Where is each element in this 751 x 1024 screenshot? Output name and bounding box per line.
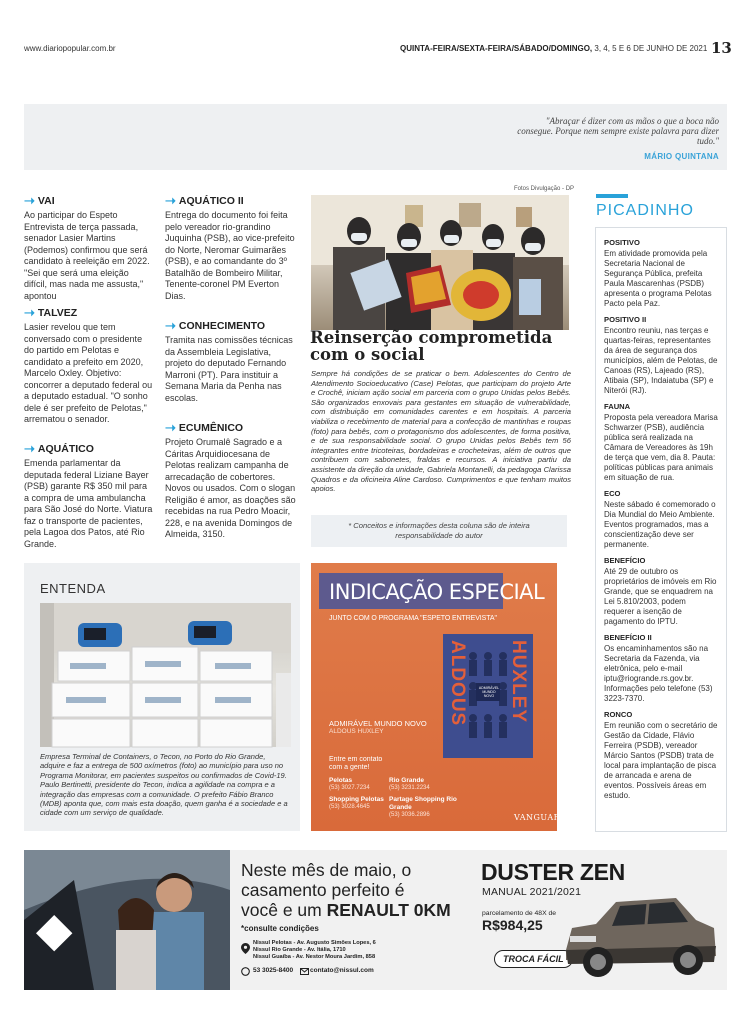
- troca-facil-badge: TROCA FÁCIL: [494, 950, 573, 968]
- edition-date: QUINTA-FEIRA/SEXTA-FEIRA/SÁBADO/DOMINGO, 3, 4, 5 E 6 DE JUNHO DE 2021: [400, 44, 708, 53]
- book-cover: [443, 634, 533, 758]
- picadinho-item-text: Em reunião com o secretário de Gestão da Cidade, Flávio Ferreira (PSDB), vereador Márcio Santos (PSDB) trata de local para implantação de pisca de arrancada e arena de eventos. Possíveis áreas em estudo.: [604, 721, 718, 800]
- picadinho-accent-bar: [596, 194, 628, 198]
- note-conhecimento: ➝ CONHECIMENTO Tramita nas comissões técnicas da Assembleia Legislativa, projeto do deputado Fernando Marroni (PT). Para instituir a Semana Maria da Penha nas escolas.: [165, 318, 293, 403]
- store-phone: (53) 3036.2896: [389, 812, 430, 818]
- book-cover-author-first: ALDOUS: [447, 640, 468, 727]
- note-talvez: ➝ TALVEZ Lasier revelou que tem conversado com o presidente do partido em Pelotas e candidato a prefeito em 2020, Marcelo Oxley. Objetivo: concorrer a deputado federal ou a deputado estadual. "O sonho dele é ser prefeito de Pelotas," arrematou o senador.: [24, 305, 153, 424]
- picadinho-item-title: ECO: [604, 489, 621, 498]
- store-phone: (53) 3027.7234: [329, 785, 370, 791]
- note-vai: ➝ VAI Ao participar do Espeto Entrevista de terça passada, senador Lasier Martins (Podemos) confirmou que será candidato à reeleição em 2022. "Sei que será uma eleição difícil, mas nada me assusta," apontou: [24, 193, 150, 301]
- store-city: Shopping Pelotas: [329, 796, 384, 803]
- indicacao-subtitle: JUNTO COM O PROGRAMA "ESPETO ENTREVISTA": [329, 615, 497, 622]
- feature-photo: [311, 195, 569, 330]
- picadinho-item-title: POSITIVO II: [604, 315, 647, 324]
- ad-headline: Neste mês de maio, o casamento perfeito é você e um RENAULT 0KM: [241, 860, 451, 920]
- book-recommendation-box: [311, 563, 574, 831]
- picadinho-item-text: Até 29 de outubro os proprietários de imóveis em Rio Grande, que se enquadrem na Lei 5.810/2003, podem requerer a isenção de pagamento do IPTU.: [604, 567, 717, 626]
- contact-heading: Entre em contato com a gente!: [329, 756, 383, 771]
- dealer-addresses: Nissul Pelotas - Av. Augusto Simões Lopes, 6 Nissul Rio Grande - Av. Itália, 1710 Nissul Guaíba - Av. Nestor Moura Jardim, 858: [253, 940, 376, 960]
- photo-credit: Fotos Divulgação - DP: [514, 186, 575, 192]
- store-city: Rio Grande: [389, 777, 425, 784]
- picadinho-item-title: RONCO: [604, 710, 633, 719]
- email-icon: [300, 968, 309, 975]
- arrow-icon: ➝: [24, 305, 35, 320]
- picadinho-item-title: BENEFÍCIO: [604, 556, 646, 565]
- feature-story: Sempre há condições de se praticar o bem. Adolescentes do Centro de Atendimento Socioeducativo (Case) Pelotas, que participam do projeto Arte e Crochê, iniciam ação social em parceria com o grupo Unidas pelos Bebês. São organizados enxovais para gestantes em situação de vulnerabilidade, com distribuição em comunidades carentes e em hospitais. A parceria viabiliza o recebimento de material para a confecção de mantinhas e roupas (foto) para bebês, com o protagonismo dos adolescentes, de forma positiva, e de sua responsabilidade social. O grupo Unidas pelos Bebês tem 56 integrantes entre tricoteiras, bordadeiras e crocheteiras, além de outros que contribuem com sabonetes, fraldas e recursos. A iniciativa partiu da assistente da direção da unidade, Gabriela Montanelli, da pedagoga Clarissa Quadros e da oficineira Aline Cardoso. Cumprimentos e que tenham muitos apoios.: [311, 369, 571, 494]
- duster-car-image: [556, 880, 721, 985]
- feature-headline: Reinserção comprometida com o social: [310, 328, 553, 364]
- picadinho-item-title: FAUNA: [604, 402, 631, 411]
- picadinho-item-text: Os encaminhamentos são na Secretaria da Fazenda, via eletrônica, pelo e-mail iptu@riogrande.rs.gov.br. Informações pelo telefone (53) 3223-7370.: [604, 644, 713, 703]
- indicacao-title: INDICAÇÃO ESPECIAL: [329, 580, 545, 604]
- column-disclaimer: * Conceitos e informações desta coluna são de inteira responsabilidade do autor: [311, 515, 567, 547]
- car-model-version: MANUAL 2021/2021: [482, 886, 582, 898]
- arrow-icon: ➝: [165, 420, 176, 435]
- arrow-icon: ➝: [24, 441, 35, 456]
- quote-text: "Abraçar é dizer com as mãos o que a boca não consegue. Porque nem sempre existe palavra para dizer tudo.": [517, 116, 719, 146]
- note-ecumenico: ➝ ECUMÊNICO Projeto Orumalê Sagrado e a Cáritas Arquidiocesana de Pelotas realizam campanha de arrecadação de cobertores. Novos ou usados. Com o slogan Religião é amor, as doações são recebidas na rua Pedro Moacir, 228, e na avenida Domingos de Almeida, 3150.: [165, 420, 296, 539]
- picadinho-item-title: BENEFÍCIO II: [604, 633, 652, 642]
- note-aquatico: ➝ AQUÁTICO Emenda parlamentar da deputada federal Liziane Bayer (PSB) garante R$ 350 mil para a compra de uma ambulancha para São José do Norte. Viatura faz o transporte de pacientes, pela Lagoa dos Patos, até Rio Grande.: [24, 441, 153, 549]
- store-phone: (53) 3231.2234: [389, 785, 430, 791]
- picadinho-item-text: Neste sábado é comemorado o Dia Mundial do Meio Ambiente. Eventos programados, mas a conscientização deve ser permanente.: [604, 500, 716, 549]
- store-city: Partage Shopping Rio Grande: [389, 796, 457, 811]
- note-aquatico-ii: ➝ AQUÁTICO II Entrega do documento foi feita pelo vereador rio-grandino Juquinha (PSB), ao vice-prefeito do Norte, Neromar Guimarães (PSB), e ao comandante do 3º Batalhão de Bombeiro Militar, Tenente-coronel PM Everton Dias.: [165, 193, 295, 301]
- oximeter-boxes-illustration: [40, 603, 291, 747]
- page-number: 13: [711, 39, 732, 57]
- picadinho-item-text: Encontro reuniu, nas terças e quartas-feiras, representantes da área de segurança dos municípios, além de Pelotas, de Canoas (RS), Lajeado (RS), Atibaia (SP), Indaiatuba (SP) e Niterói (RJ).: [604, 326, 718, 395]
- installment-label: parcelamento de 48X de: [482, 910, 557, 917]
- picadinho-title: PICADINHO: [596, 202, 694, 219]
- site-url[interactable]: www.diariopopular.com.br: [24, 44, 116, 53]
- dealer-email[interactable]: contato@nissul.com: [310, 967, 374, 974]
- dealer-phone[interactable]: 53 3025-8400: [253, 967, 294, 974]
- couple-in-car-photo: [24, 850, 230, 990]
- entenda-caption: Empresa Terminal de Containers, o Tecon, no Porto do Rio Grande, adquire e faz a entrega de 500 oxímetros (foto) ao município para uso no Programa Monitorar, em pacientes suspeitos ou confirmados de Covid-19. Paulo Bertinetti, presidente do Tecon, indica a agilidade na compra e a integração das empresas com a comunidade. O prefeito Fábio Branco (MDB) aponta que, com mais esta doação, quem ganha é a sociedade e a cidade com um serviço de qualidade.: [40, 752, 288, 818]
- picadinho-item-text: Proposta pela vereadora Marisa Schwarzer (PSB), audiência pública será realizada na Câmara de Vereadores às 19h de terça que vem, dia 8. Pauta: políticas públicas para animais em situação de rua.: [604, 413, 718, 482]
- location-pin-icon: [241, 943, 250, 954]
- oximeter-photo: [40, 603, 291, 747]
- ad-conditions: *consulte condições: [241, 924, 319, 933]
- picadinho-box: [595, 227, 727, 832]
- book-author: ALDOUS HUXLEY: [329, 728, 384, 735]
- store-city: Pelotas: [329, 777, 353, 784]
- store-phone: (53) 3028.4645: [329, 804, 370, 810]
- quote-banner: [24, 104, 727, 170]
- book-title: ADMIRÁVEL MUNDO NOVO: [329, 719, 427, 728]
- installment-price: R$984,25: [482, 917, 543, 933]
- arrow-icon: ➝: [165, 193, 176, 208]
- group-photo-illustration: [311, 195, 569, 330]
- whatsapp-icon: [241, 967, 250, 976]
- book-cover-author-last: HUXLEY: [508, 640, 529, 724]
- arrow-icon: ➝: [24, 193, 35, 208]
- picadinho-item-title: POSITIVO: [604, 238, 640, 247]
- vanguarda-logo: VANGUARDA: [514, 813, 574, 822]
- couple-illustration: [24, 850, 230, 990]
- car-model: DUSTER ZEN: [481, 859, 625, 885]
- renault-ad[interactable]: [24, 850, 727, 990]
- arrow-icon: ➝: [165, 318, 176, 333]
- book-cover-title: ADMIRÁVEL MUNDO NOVO: [478, 686, 500, 698]
- entenda-title: ENTENDA: [40, 581, 106, 596]
- quote-author: MÁRIO QUINTANA: [644, 152, 719, 161]
- picadinho-item-text: Em atividade promovida pela Secretaria Nacional de Segurança Pública, prefeita Paula Mascarenhas (PSDB) apresenta o programa Pelotas Pacto pela Paz.: [604, 249, 712, 308]
